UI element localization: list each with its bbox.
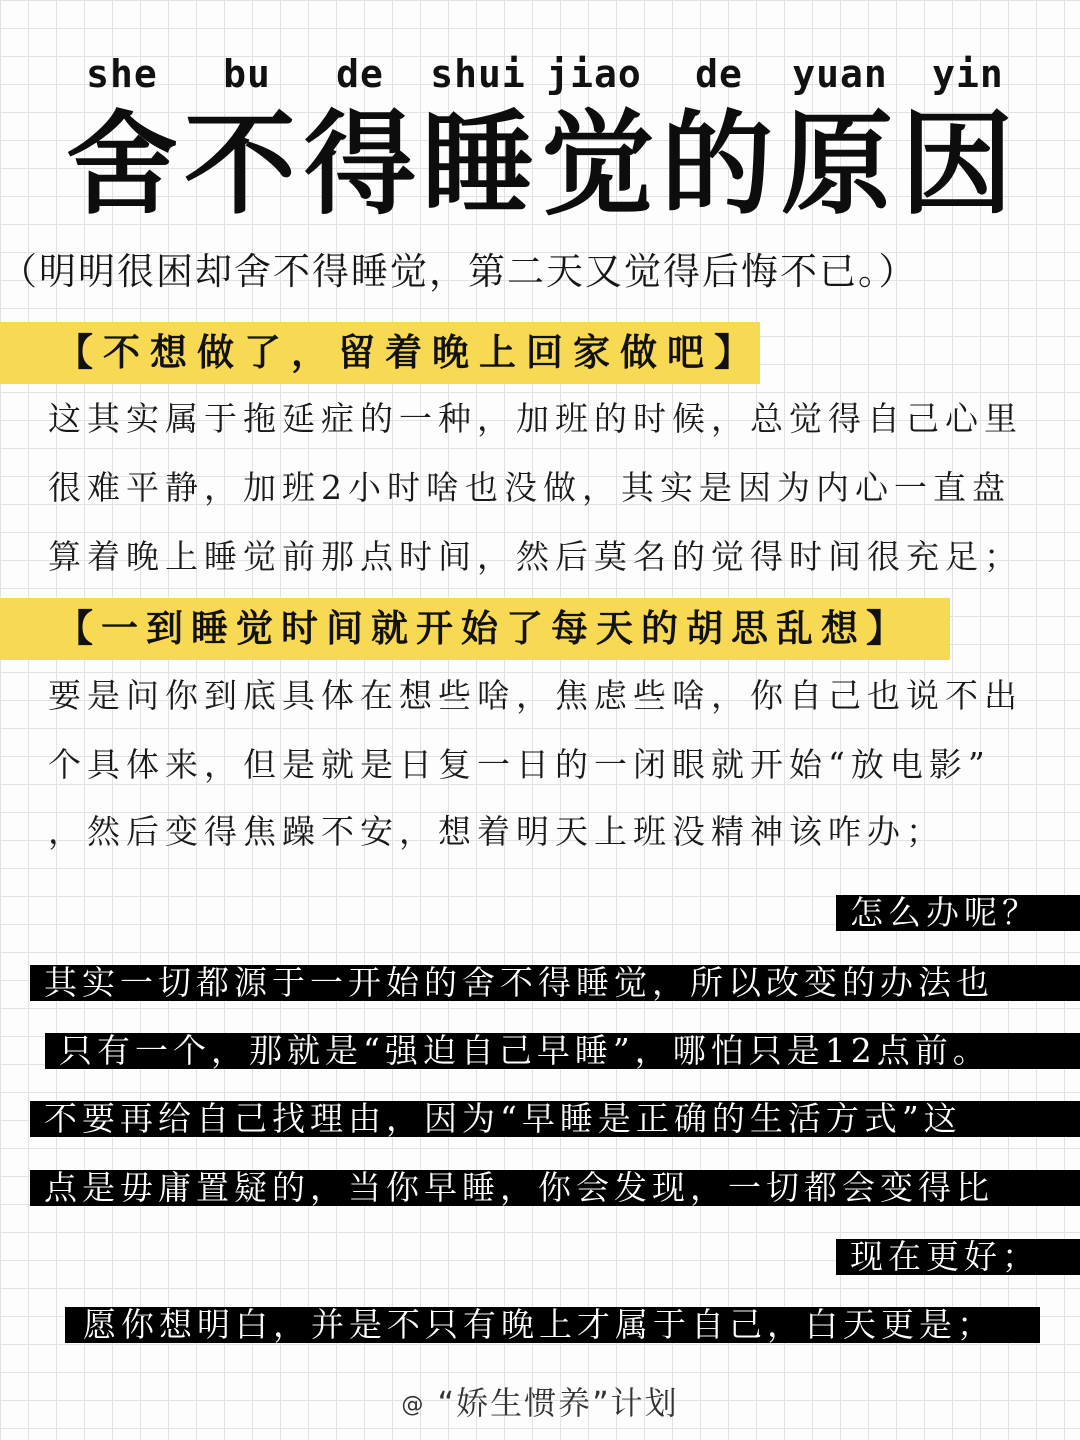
solution-line-6: 愿你想明白，并是不只有晚上才属于自己，白天更是； bbox=[65, 1307, 1040, 1343]
title-char-3: 得 bbox=[304, 100, 416, 230]
title-pinyin-3: de bbox=[336, 52, 384, 96]
solution-question: 怎么办呢？ bbox=[836, 895, 1080, 931]
section1-line-2: 很难平静，加班2小时啥也没做，其实是因为内心一直盘 bbox=[48, 468, 1011, 507]
title-char-8: 因 bbox=[901, 100, 1013, 230]
solution-line-1: 其实一切都源于一开始的舍不得睡觉，所以改变的办法也 bbox=[30, 965, 1080, 1001]
title-char-7: 原 bbox=[781, 100, 893, 230]
title-pinyin-4: shui bbox=[430, 52, 526, 96]
title-pinyin-8: yin bbox=[932, 52, 1004, 96]
title-char-2: 不 bbox=[184, 100, 296, 230]
title-pinyin-2: bu bbox=[223, 52, 271, 96]
at-symbol: @ bbox=[401, 1392, 426, 1418]
section1-line-3: 算着晚上睡觉前那点时间，然后莫名的觉得时间很充足； bbox=[48, 537, 1023, 576]
title-char-6: 的 bbox=[661, 100, 773, 230]
solution-line-2: 只有一个，那就是“强迫自己早睡”，哪怕只是12点前。 bbox=[45, 1033, 1080, 1069]
title-char-4: 睡 bbox=[422, 100, 534, 230]
title-char-5: 觉 bbox=[542, 100, 654, 230]
title-pinyin-5: jiao bbox=[546, 52, 642, 96]
section2-heading: 【一到睡觉时间就开始了每天的胡思乱想】 bbox=[0, 598, 950, 660]
solution-line-4: 点是毋庸置疑的，当你早睡，你会发现，一切都会变得比 bbox=[30, 1170, 1080, 1206]
title-pinyin-1: she bbox=[86, 52, 158, 96]
solution-line-3: 不要再给自己找理由，因为“早睡是正确的生活方式”这 bbox=[30, 1101, 1080, 1137]
title-char-1: 舍 bbox=[66, 100, 178, 230]
section2-line-3: ，然后变得焦躁不安，想着明天上班没精神该咋办； bbox=[48, 812, 945, 851]
footer-signature bbox=[0, 1378, 1080, 1424]
section2-line-1: 要是问你到底具体在想些啥，焦虑些啥，你自己也说不出 bbox=[48, 676, 1023, 715]
title-pinyin-6: de bbox=[695, 52, 743, 96]
section1-line-1: 这其实属于拖延症的一种，加班的时候，总觉得自己心里 bbox=[48, 399, 1023, 438]
footer-text: “娇生惯养”计划 bbox=[437, 1384, 679, 1422]
subtitle: （明明很困却舍不得睡觉，第二天又觉得后悔不已。） bbox=[0, 250, 918, 293]
solution-line-5: 现在更好； bbox=[836, 1239, 1080, 1275]
section2-line-2: 个具体来，但是就是日复一日的一闭眼就开始“放电影” bbox=[48, 745, 991, 784]
title-pinyin-7: yuan bbox=[792, 52, 888, 96]
section1-heading: 【不想做了，留着晚上回家做吧】 bbox=[0, 322, 760, 384]
